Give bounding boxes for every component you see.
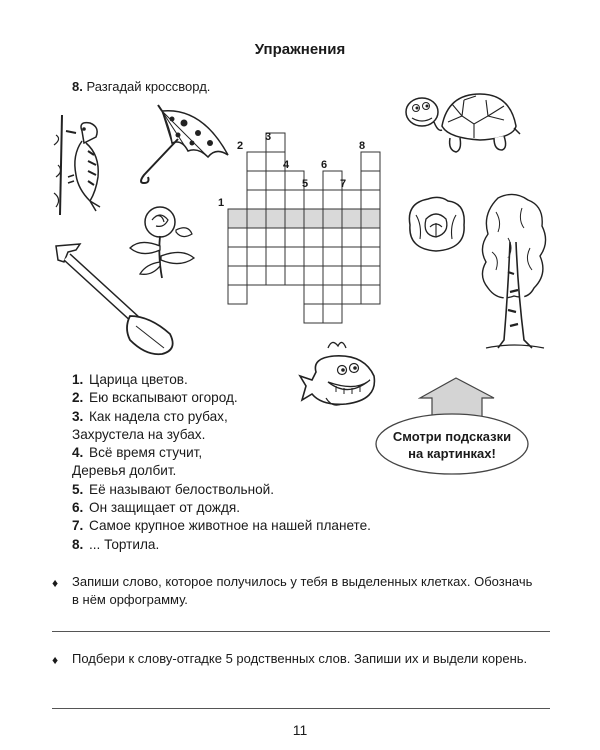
crossword-cell[interactable] <box>361 247 380 266</box>
crossword-cell[interactable] <box>342 247 361 266</box>
crossword-cell[interactable] <box>342 266 361 285</box>
crossword-cell[interactable] <box>323 190 342 209</box>
crossword-number: 5 <box>302 178 309 190</box>
crossword-cell[interactable] <box>247 247 266 266</box>
crossword-cell[interactable] <box>323 266 342 285</box>
page-title: Упражнения <box>254 41 346 58</box>
birch-tree-icon <box>478 192 550 352</box>
crossword-cell[interactable] <box>285 247 304 266</box>
clue-item <box>72 499 371 517</box>
crossword-cell[interactable] <box>266 171 285 190</box>
crossword-cell[interactable] <box>323 304 342 323</box>
clue-number: 3. <box>72 408 84 424</box>
crossword-cell-highlighted[interactable] <box>228 209 247 228</box>
clue-text: Её называют белоствольной. <box>89 481 275 497</box>
clue-item <box>72 371 371 389</box>
crossword-cell[interactable] <box>266 228 285 247</box>
crossword-number: 8 <box>359 140 366 152</box>
crossword-number: 6 <box>321 159 328 171</box>
crossword-cell-highlighted[interactable] <box>285 209 304 228</box>
instruction-text: Запиши слово, которое получилось у тебя в выделенных клетках. Обозначь в нём орфограмму. <box>72 574 533 607</box>
task-number: 8. <box>72 79 83 94</box>
crossword-cell[interactable] <box>323 247 342 266</box>
instruction-text: Подбери к слову-отгадке 5 родственных слов. Запиши их и выдели корень. <box>72 651 528 666</box>
crossword-cell[interactable] <box>342 190 361 209</box>
crossword-cell-highlighted[interactable] <box>342 209 361 228</box>
crossword-cell[interactable] <box>304 228 323 247</box>
crossword-cell[interactable] <box>285 190 304 209</box>
clue-item <box>72 408 371 426</box>
clue-text: Он защищает от дождя. <box>89 500 241 516</box>
hint-text <box>374 428 530 462</box>
crossword-cell[interactable] <box>247 171 266 190</box>
clue-item <box>72 444 371 462</box>
woodpecker-icon <box>48 115 108 215</box>
clue-item <box>72 536 371 554</box>
clue-text: Ею вскапывают огород. <box>89 390 238 406</box>
crossword-cell[interactable] <box>247 228 266 247</box>
crossword-cell[interactable] <box>361 152 380 171</box>
crossword-cell[interactable] <box>247 266 266 285</box>
crossword-cell[interactable] <box>285 266 304 285</box>
clue-text: Царица цветов. <box>89 372 188 387</box>
clue-continuation <box>72 462 371 480</box>
clue-number: 8. <box>72 536 84 552</box>
bullet-diamond-icon: ♦ <box>52 653 59 667</box>
crossword-cell[interactable] <box>228 266 247 285</box>
instruction-1 <box>52 573 552 613</box>
clue-number: 7. <box>72 518 84 534</box>
page-number: 11 <box>292 722 308 738</box>
turtle-icon <box>404 90 522 160</box>
clue-text: Захрустела на зубах. <box>72 426 206 442</box>
crossword-cell[interactable] <box>304 247 323 266</box>
crossword-cell[interactable] <box>304 266 323 285</box>
crossword-cell[interactable] <box>323 285 342 304</box>
answer-line[interactable] <box>52 708 550 709</box>
crossword-number: 2 <box>237 140 244 152</box>
crossword-cell[interactable] <box>361 190 380 209</box>
crossword-cell-highlighted[interactable] <box>304 209 323 228</box>
crossword-cell[interactable] <box>342 285 361 304</box>
crossword-cell[interactable] <box>304 190 323 209</box>
crossword-cell[interactable] <box>304 304 323 323</box>
crossword-cell[interactable] <box>266 190 285 209</box>
crossword-cell-highlighted[interactable] <box>323 209 342 228</box>
answer-line[interactable] <box>52 631 550 632</box>
clue-number: 1. <box>72 372 84 387</box>
hint-line-2: на картинках! <box>408 446 496 461</box>
bullet-diamond-icon: ♦ <box>52 576 59 590</box>
clue-item <box>72 389 371 407</box>
clue-text: Всё время стучит, <box>89 445 203 461</box>
crossword-cell-highlighted[interactable] <box>361 209 380 228</box>
crossword-cell[interactable] <box>266 266 285 285</box>
clue-item <box>72 517 371 535</box>
clue-number: 6. <box>72 500 84 516</box>
task-text: Разгадай кроссворд. <box>86 79 211 94</box>
clue-number: 2. <box>72 390 84 406</box>
instruction-2 <box>52 650 552 690</box>
clue-text: Как надела сто рубах, <box>89 408 228 424</box>
crossword-number: 3 <box>265 131 272 143</box>
clue-number: 5. <box>72 481 84 497</box>
crossword-cell[interactable] <box>361 285 380 304</box>
crossword-cell-highlighted[interactable] <box>266 209 285 228</box>
task-heading <box>72 79 210 94</box>
crossword-number: 1 <box>218 197 225 209</box>
crossword-cell[interactable] <box>228 228 247 247</box>
shovel-icon <box>50 240 180 360</box>
crossword-cell[interactable] <box>266 247 285 266</box>
clue-text: Деревья долбит. <box>72 463 177 479</box>
crossword-cell-highlighted[interactable] <box>247 209 266 228</box>
crossword-grid[interactable] <box>200 130 400 330</box>
clue-text: ... Тортила. <box>89 536 160 552</box>
crossword-cell[interactable] <box>228 247 247 266</box>
crossword-cell[interactable] <box>304 285 323 304</box>
hint-line-1: Смотри подсказки <box>392 429 512 444</box>
crossword-cell[interactable] <box>323 228 342 247</box>
crossword-number: 4 <box>283 159 290 171</box>
clue-item <box>72 481 371 499</box>
clue-number: 4. <box>72 445 84 461</box>
crossword-cell[interactable] <box>342 228 361 247</box>
clue-list <box>72 371 371 554</box>
crossword-cell[interactable] <box>247 152 266 171</box>
crossword-cell[interactable] <box>247 190 266 209</box>
clue-text: Самое крупное животное на нашей планете. <box>89 518 371 534</box>
crossword-cell[interactable] <box>228 285 247 304</box>
cabbage-icon <box>404 195 468 253</box>
crossword-cell[interactable] <box>361 266 380 285</box>
clue-continuation <box>72 426 371 444</box>
crossword-number: 7 <box>340 178 347 190</box>
crossword-cell[interactable] <box>361 171 380 190</box>
crossword-cell[interactable] <box>285 228 304 247</box>
crossword-cell[interactable] <box>361 228 380 247</box>
